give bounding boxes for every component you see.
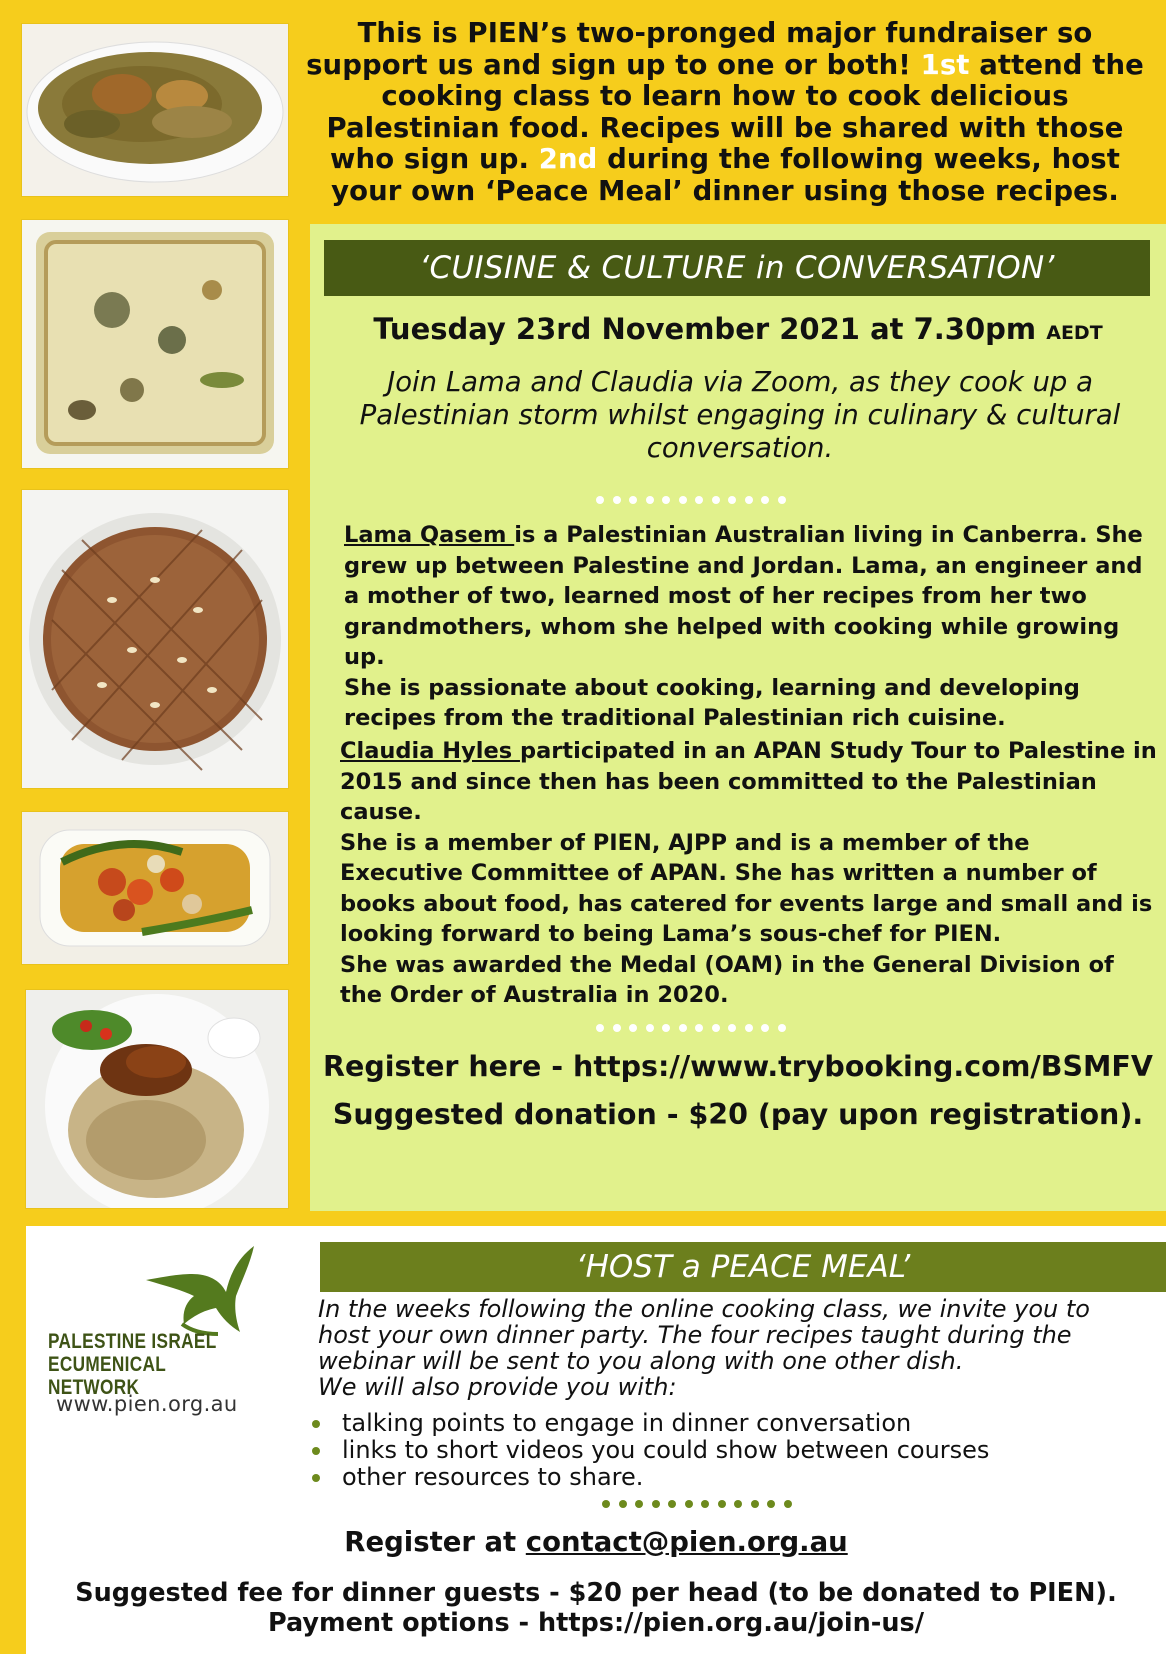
intro-text: [300, 18, 1150, 207]
host-fee: [26, 1578, 1166, 1638]
event-date-text: Tuesday 23rd November 2021 at 7.30pm: [373, 312, 1037, 346]
dot-divider-3: [602, 1500, 792, 1510]
host-text2: We will also provide you with:: [318, 1373, 677, 1401]
photo-roasted-vegetables: [22, 812, 288, 964]
logo-text: [48, 1330, 237, 1399]
bullet-icon: [312, 1420, 320, 1428]
host-description: [318, 1296, 1138, 1400]
host-title: ‘HOST a PEACE MEAL’: [575, 1249, 911, 1285]
bullet-icon: [312, 1474, 320, 1482]
list-item: [302, 1410, 989, 1437]
event-title: ‘CUISINE & CULTURE in CONVERSATION’: [419, 250, 1055, 286]
fee-text: Suggested fee for dinner guests - $20 per head (to be donated to PIEN).: [75, 1578, 1117, 1608]
host-title-band: [320, 1242, 1166, 1292]
lama-bio-text: is a Palestinian Australian living in Canberra. She grew up between Palestine and Jordan. Lama, an engineer and a mother of two, learned most of her recipes from her two grandmothers, whom she helped with cooking while growing up.: [344, 522, 1143, 670]
claudia-bio-text2: She is a member of PIEN, AJPP and is a member of the Executive Committee of APAN. She has written a number of books about food, has catered for events large and small and is looking forward to being Lama’s sous-chef for PIEN.: [340, 829, 1153, 947]
dot-divider-1: [596, 496, 786, 506]
lama-name: Lama Qasem: [344, 522, 515, 548]
bullet-text: other resources to share.: [342, 1463, 644, 1491]
event-panel: [310, 224, 1166, 1211]
gratin-image: [22, 220, 288, 468]
dove-icon: [142, 1244, 262, 1340]
lama-bio: [344, 520, 1144, 734]
event-title-band: [324, 240, 1150, 296]
photo-baked-dish: [22, 220, 288, 468]
dot-divider-2: [596, 1024, 786, 1034]
intro-part1: This is PIEN’s two-pronged major fundraiser so support us and sign up to one or both!: [306, 17, 1093, 81]
contact-email-link[interactable]: contact@pien.org.au: [525, 1526, 848, 1558]
intro-part2: attend the cooking class to learn how to cook delicious Palestinian food. Recipes will be shared with those who sign up.: [326, 48, 1144, 175]
cake-image: [22, 490, 288, 788]
claudia-bio-text: participated in an APAN Study Tour to Palestine in 2015 and since then has been committed to the Palestinian cause.: [340, 738, 1157, 825]
claudia-name: Claudia Hyles: [340, 738, 520, 764]
intro-second-highlight: 2nd: [538, 143, 598, 175]
event-join-text: Join Lama and Claudia via Zoom, as they cook up a Palestinian storm whilst engaging in culinary & cultural conversation.: [359, 366, 1121, 464]
bullet-icon: [312, 1447, 320, 1455]
host-register-prefix: Register at: [344, 1526, 526, 1558]
host-panel: [26, 1226, 1166, 1654]
photo-rice-salad-plate: [26, 990, 288, 1208]
event-date: [310, 312, 1166, 346]
vegetables-image: [22, 812, 288, 964]
photo-rice-chicken: [22, 24, 288, 196]
list-item: [302, 1437, 989, 1464]
logo-line1: PALESTINE ISRAEL: [48, 1330, 217, 1353]
claudia-bio-text3: She was awarded the Medal (OAM) in the General Division of the Order of Australia in 2020.: [340, 951, 1114, 1008]
payment-link[interactable]: Payment options - https://pien.org.au/join-us/: [267, 1608, 925, 1638]
bullet-text: links to short videos you could show between courses: [342, 1436, 990, 1464]
host-text: In the weeks following the online cooking class, we invite you to host your own dinner party. The four recipes taught during the webinar will be sent to you along with one other dish.: [318, 1295, 1090, 1375]
website-link[interactable]: www.pien.org.au: [56, 1392, 238, 1416]
rice-dish-image: [22, 24, 288, 196]
host-bullet-list: [302, 1410, 989, 1491]
register-link[interactable]: Register here - https://www.trybooking.com/BSMFV: [323, 1050, 1153, 1083]
host-register: [26, 1526, 1166, 1558]
bullet-text: talking points to engage in dinner conversation: [342, 1409, 912, 1437]
list-item: [302, 1464, 989, 1491]
intro-first-highlight: 1st: [920, 48, 970, 81]
mujadara-image: [26, 990, 288, 1208]
photo-semolina-cake: [22, 490, 288, 788]
claudia-bio: [340, 736, 1160, 1011]
intro-part3: during the following weeks, host your own ‘Peace Meal’ dinner using those recipes.: [331, 143, 1120, 207]
event-timezone: AEDT: [1046, 322, 1103, 344]
donation-text: Suggested donation - $20 (pay upon registration).: [332, 1098, 1144, 1131]
lama-bio-text2: She is passionate about cooking, learning and developing recipes from the traditional Palestinian rich cuisine.: [344, 674, 1080, 731]
logo-line2: ECUMENICAL NETWORK: [48, 1353, 166, 1399]
